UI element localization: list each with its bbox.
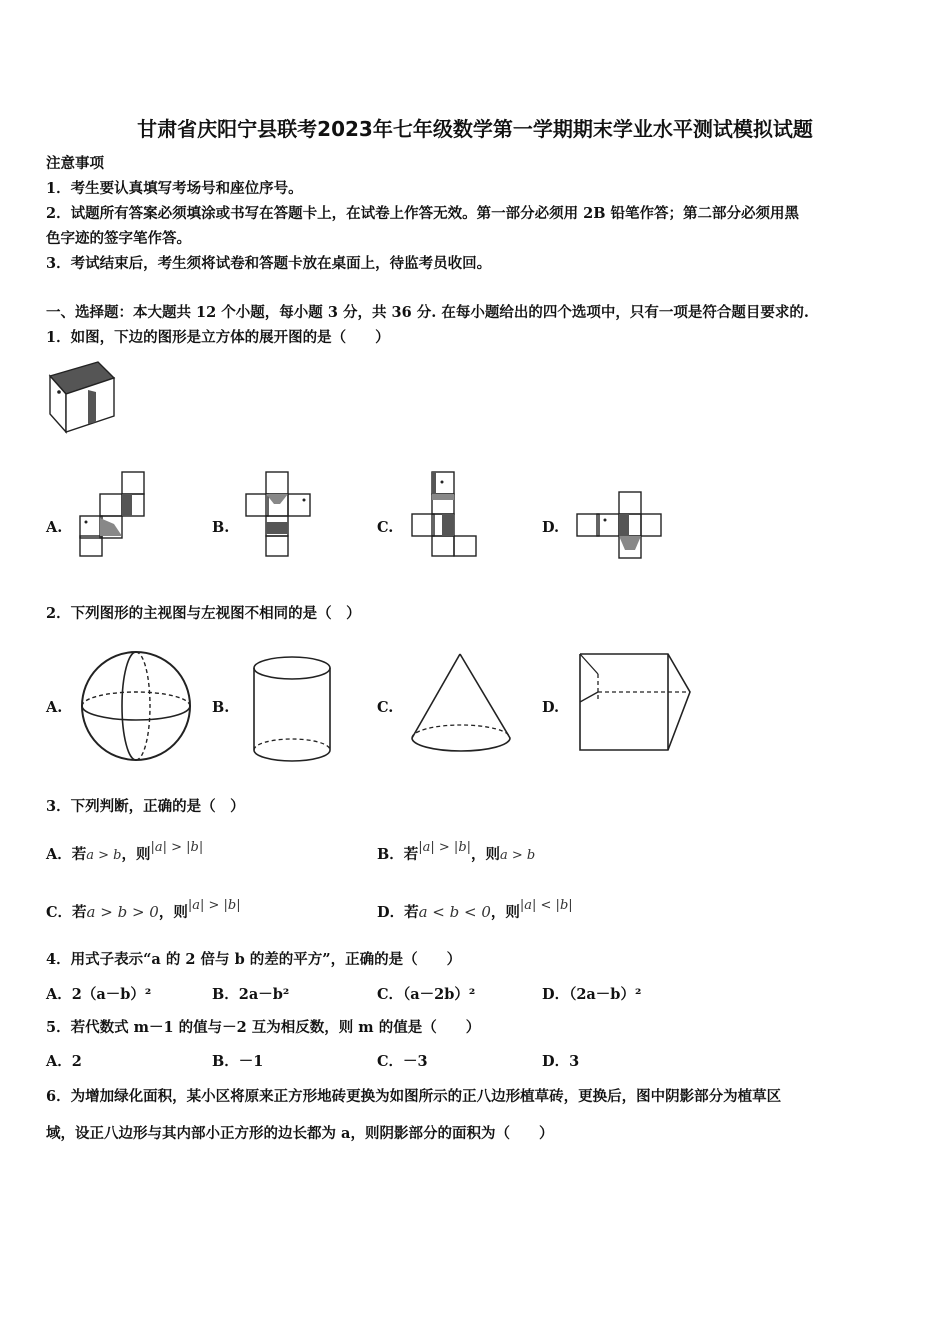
q3-a-cond: a > b: [86, 848, 122, 863]
q3-b-mid: ，则: [471, 846, 501, 863]
q4-stem: 4．用式子表示“a 的 2 倍与 b 的差的平方”，正确的是（ ）: [46, 951, 462, 968]
q1-stem: 1．如图，下边的图形是立方体的展开图的是（ ）: [46, 329, 390, 346]
q3-option-c[interactable]: [46, 898, 241, 922]
q1-option-b-label[interactable]: B.: [212, 519, 230, 536]
q4-option-a[interactable]: A．2（a－b）²: [46, 986, 152, 1003]
notice-item-2-cont: 色字迹的签字笔作答。: [46, 230, 191, 247]
q2-option-a-sphere[interactable]: [80, 650, 192, 762]
q5-option-d[interactable]: D．3: [542, 1053, 580, 1070]
q3-d-res: |a| < |b|: [519, 898, 573, 913]
q2-option-d-prism[interactable]: [576, 644, 694, 754]
section-heading: 一、选择题：本大题共 12 个小题，每小题 3 分，共 36 分. 在每小题给出的四个选项中，只有一项是符合题目要求的.: [46, 304, 809, 321]
q2-option-b-cylinder[interactable]: [250, 654, 336, 766]
q1-option-b-figure[interactable]: [244, 470, 314, 558]
notice-heading: 注意事项: [46, 155, 104, 172]
q3-b-cond: |a| > |b|: [418, 840, 472, 855]
q6-stem-line1: 6．为增加绿化面积，某小区将原来正方形地砖更换为如图所示的正八边形植草砖，更换后，图中阴影部分为植草区: [46, 1088, 782, 1105]
q3-b-res: a > b: [500, 848, 536, 863]
q5-option-c[interactable]: C．－3: [377, 1053, 428, 1070]
q1-option-d-figure[interactable]: [575, 490, 665, 560]
q3-d-label: D．若: [377, 904, 419, 921]
notice-item-1: 1．考生要认真填写考场号和座位序号。: [46, 180, 303, 197]
q3-c-label: C．若: [46, 904, 87, 921]
notice-item-3: 3．考试结束后，考生须将试卷和答题卡放在桌面上，待监考员收回。: [46, 255, 492, 272]
q3-option-b[interactable]: [377, 840, 536, 864]
q5-stem: 5．若代数式 m－1 的值与－2 互为相反数，则 m 的值是（ ）: [46, 1019, 481, 1036]
page-title: 甘肃省庆阳宁县联考2023年七年级数学第一学期期末学业水平测试模拟试题: [137, 117, 813, 141]
q3-a-res: |a| > |b|: [150, 840, 204, 855]
q3-b-label: B．若: [377, 846, 419, 863]
q2-stem: 2．下列图形的主视图与左视图不相同的是（ ）: [46, 605, 361, 622]
q1-option-d-label[interactable]: D.: [542, 519, 560, 536]
q3-c-mid: ，则: [158, 904, 188, 921]
q6-stem-line2: 域，设正八边形与其内部小正方形的边长都为 a，则阴影部分的面积为（ ）: [46, 1125, 554, 1142]
q1-option-c-figure[interactable]: [410, 470, 480, 560]
notice-item-2: 2．试题所有答案必须填涂或书写在答题卡上，在试卷上作答无效。第一部分必须用 2B 铅笔作答；第二部分必须用黑: [46, 205, 800, 222]
q5-option-b[interactable]: B．－1: [212, 1053, 264, 1070]
q2-option-c-label[interactable]: C.: [377, 699, 394, 716]
q3-a-mid: ，则: [121, 846, 151, 863]
q5-option-a[interactable]: A．2: [46, 1053, 82, 1070]
q3-c-cond: a > b > 0: [86, 903, 159, 921]
q4-option-c[interactable]: C．（a－2b）²: [377, 986, 476, 1003]
q2-option-c-cone[interactable]: [408, 650, 516, 756]
q1-cube-figure: [48, 360, 120, 436]
q1-option-a-figure[interactable]: [78, 470, 148, 558]
q3-a-label: A．若: [46, 846, 87, 863]
q3-stem: 3．下列判断，正确的是（ ）: [46, 798, 245, 815]
q1-option-c-label[interactable]: C.: [377, 519, 394, 536]
q3-option-d[interactable]: [377, 898, 573, 922]
q4-option-d[interactable]: D．（2a－b）²: [542, 986, 642, 1003]
q3-c-res: |a| > |b|: [187, 898, 241, 913]
q3-option-a[interactable]: [46, 840, 204, 864]
q4-option-b[interactable]: B．2a－b²: [212, 986, 290, 1003]
q3-d-mid: ，则: [490, 904, 520, 921]
q2-option-a-label[interactable]: A.: [46, 699, 63, 716]
q1-option-a-label[interactable]: A.: [46, 519, 63, 536]
q2-option-b-label[interactable]: B.: [212, 699, 230, 716]
q2-option-d-label[interactable]: D.: [542, 699, 560, 716]
q3-d-cond: a < b < 0: [418, 903, 491, 921]
